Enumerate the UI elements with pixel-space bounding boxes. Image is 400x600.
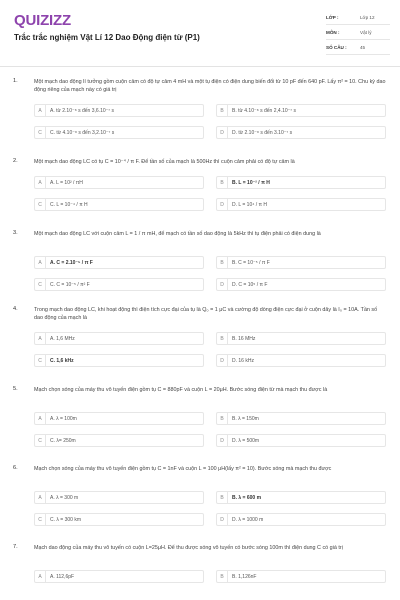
answer-option-b[interactable] bbox=[216, 412, 386, 425]
option-text: D. λ = 500m bbox=[232, 437, 260, 444]
option-text: D. L = 10⁴ / π H bbox=[232, 201, 268, 208]
option-letter-box: B bbox=[217, 413, 228, 424]
answer-option-a[interactable] bbox=[34, 491, 204, 504]
question-number: 6. bbox=[13, 465, 18, 471]
option-text: B. L = 10⁻² / π H bbox=[232, 179, 270, 186]
worksheet-header bbox=[0, 0, 400, 62]
option-letter-box: B bbox=[217, 257, 228, 268]
question-number: 3. bbox=[13, 230, 18, 236]
meta-value: 45 bbox=[360, 44, 366, 50]
option-letter-box: D bbox=[217, 514, 228, 525]
option-text: B. 1,126nF bbox=[232, 573, 257, 580]
option-letter-box: C bbox=[35, 435, 46, 446]
option-letter-box: B bbox=[217, 492, 228, 503]
option-text: A. từ 2.10⁻⁸ s đến 3,6.10⁻⁷ s bbox=[50, 107, 114, 114]
option-letter-box: A bbox=[35, 257, 46, 268]
answer-option-a[interactable] bbox=[34, 570, 204, 583]
question-text: Mạch dao động của máy thu vô tuyến có cuộn L=25μH. Để thu được sóng vô tuyến có bước sóng 100m thì điện dung C có giá trị bbox=[34, 545, 343, 551]
answer-option-d[interactable] bbox=[216, 198, 386, 211]
question-number: 1. bbox=[13, 78, 18, 84]
option-text: D. từ 2.10⁻⁸ s đến 3.10⁻⁷ s bbox=[232, 129, 293, 136]
answer-option-d[interactable] bbox=[216, 126, 386, 139]
option-text: C. từ 4.10⁻⁸ s đến 3,2.10⁻⁷ s bbox=[50, 129, 115, 136]
option-text: B. λ = 150m bbox=[232, 415, 259, 422]
meta-key: SỐ CÂU : bbox=[326, 44, 347, 50]
question-text: Một mạch dao động lí tưởng gồm cuộn cảm có độ tự cảm 4 mH và một tụ điện có điện dung biến đổi từ 10 pF đến 640 pF. Lấy π² = 10. Chu kỳ dao động riêng của mạch này có giá trị bbox=[34, 79, 386, 93]
option-text: D. 16 kHz bbox=[232, 357, 254, 364]
meta-row-class bbox=[326, 10, 390, 25]
question-number: 5. bbox=[13, 386, 18, 392]
answer-option-d[interactable] bbox=[216, 434, 386, 447]
option-letter-box: B bbox=[217, 105, 228, 116]
option-text: C. λ= 250m bbox=[50, 437, 76, 444]
answer-option-b[interactable] bbox=[216, 332, 386, 345]
option-letter-box: B bbox=[217, 177, 228, 188]
worksheet-title: Trắc trắc nghiệm Vật Lí 12 Dao Động điện từ (P1) bbox=[14, 33, 200, 42]
question-number: 7. bbox=[13, 544, 18, 550]
option-letter-box: D bbox=[217, 279, 228, 290]
option-letter-box: A bbox=[35, 333, 46, 344]
option-text: A. C = 2.10⁻⁵ / π F bbox=[50, 259, 93, 266]
option-text: D. λ = 1000 m bbox=[232, 516, 264, 523]
option-text: B. C = 10⁻⁵ / π F bbox=[232, 259, 270, 266]
quizizz-logo: QUIZIZZ bbox=[14, 12, 71, 29]
option-letter-box: D bbox=[217, 355, 228, 366]
meta-row-count bbox=[326, 40, 390, 55]
answer-option-b[interactable] bbox=[216, 104, 386, 117]
header-divider bbox=[0, 66, 400, 67]
answer-option-b[interactable] bbox=[216, 176, 386, 189]
answer-option-b[interactable] bbox=[216, 491, 386, 504]
option-letter-box: D bbox=[217, 435, 228, 446]
option-text: C. C = 10⁻⁵ / π² F bbox=[50, 281, 90, 288]
option-text: B. λ = 600 m bbox=[232, 494, 262, 501]
option-letter-box: A bbox=[35, 105, 46, 116]
option-text: C. λ = 300 km bbox=[50, 516, 81, 523]
question-text: Mạch chọn sóng của máy thu vô tuyến điện gồm tụ C = 880pF và cuộn L = 20μH. Bước sóng điện từ mà mạch thu được là bbox=[34, 387, 328, 393]
worksheet-meta bbox=[326, 10, 390, 55]
option-letter-box: B bbox=[217, 571, 228, 582]
option-letter-box: D bbox=[217, 199, 228, 210]
option-text: B. 16 MHz bbox=[232, 335, 256, 342]
question-text: Một mạch dao động LC có tụ C = 10⁻⁴ / π F. Để tần số của mạch là 500Hz thì cuộn cảm phải có độ tự cảm là bbox=[34, 159, 295, 165]
question-text: Mạch chọn sóng của máy thu vô tuyến điện gồm tụ C = 1nF và cuộn L = 100 μH(lấy π² = 10). Bước sóng mà mạch thu được bbox=[34, 466, 332, 472]
option-letter-box: D bbox=[217, 127, 228, 138]
option-text: C. 1,6 kHz bbox=[50, 357, 74, 364]
question-text: Trong mạch dao động LC, khi hoạt động thì điện tích cực đại của tụ là Q₀ = 1 μC và cường độ dòng điện cực đại ở cuộn dây là I₀ = 10A. Tần số dao động của mạch là bbox=[34, 307, 378, 321]
option-text: A. λ = 100m bbox=[50, 415, 77, 422]
answer-option-c[interactable] bbox=[34, 354, 204, 367]
meta-value: Vật lý bbox=[360, 29, 372, 35]
question-number: 4. bbox=[13, 306, 18, 312]
option-text: A. 1,6 MHz bbox=[50, 335, 75, 342]
option-letter-box: A bbox=[35, 413, 46, 424]
option-letter-box: C bbox=[35, 355, 46, 366]
answer-option-a[interactable] bbox=[34, 104, 204, 117]
answer-option-d[interactable] bbox=[216, 354, 386, 367]
answer-option-c[interactable] bbox=[34, 434, 204, 447]
answer-option-a[interactable] bbox=[34, 176, 204, 189]
option-letter-box: B bbox=[217, 333, 228, 344]
meta-row-subject bbox=[326, 25, 390, 40]
option-letter-box: C bbox=[35, 279, 46, 290]
meta-key: MÔN : bbox=[326, 29, 340, 35]
option-text: C. L = 10⁻⁴ / π H bbox=[50, 201, 88, 208]
answer-option-c[interactable] bbox=[34, 513, 204, 526]
option-text: A. λ = 300 m bbox=[50, 494, 79, 501]
answer-option-b[interactable] bbox=[216, 570, 386, 583]
meta-key: LỚP : bbox=[326, 14, 339, 20]
answer-option-d[interactable] bbox=[216, 278, 386, 291]
answer-option-b[interactable] bbox=[216, 256, 386, 269]
option-text: A. 112,6pF bbox=[50, 573, 75, 580]
answer-option-c[interactable] bbox=[34, 126, 204, 139]
option-letter-box: A bbox=[35, 571, 46, 582]
answer-option-c[interactable] bbox=[34, 198, 204, 211]
option-letter-box: A bbox=[35, 492, 46, 503]
answer-option-a[interactable] bbox=[34, 412, 204, 425]
question-number: 2. bbox=[13, 158, 18, 164]
answer-option-c[interactable] bbox=[34, 278, 204, 291]
answer-option-a[interactable] bbox=[34, 256, 204, 269]
option-letter-box: A bbox=[35, 177, 46, 188]
option-letter-box: C bbox=[35, 127, 46, 138]
meta-value: Lớp 12 bbox=[360, 14, 375, 20]
answer-option-a[interactable] bbox=[34, 332, 204, 345]
option-letter-box: C bbox=[35, 514, 46, 525]
option-text: A. L = 10² / πH bbox=[50, 179, 83, 186]
question-text: Một mạch dao động LC với cuộn cảm L = 1 / π mH, để mạch có tần số dao động là 5kHz thì tụ điện phải có điện dung là bbox=[34, 231, 321, 237]
option-text: B. từ 4.10⁻⁸ s đến 2,4.10⁻⁷ s bbox=[232, 107, 296, 114]
option-text: D. C = 10⁵ / π F bbox=[232, 281, 268, 288]
option-letter-box: C bbox=[35, 199, 46, 210]
answer-option-d[interactable] bbox=[216, 513, 386, 526]
